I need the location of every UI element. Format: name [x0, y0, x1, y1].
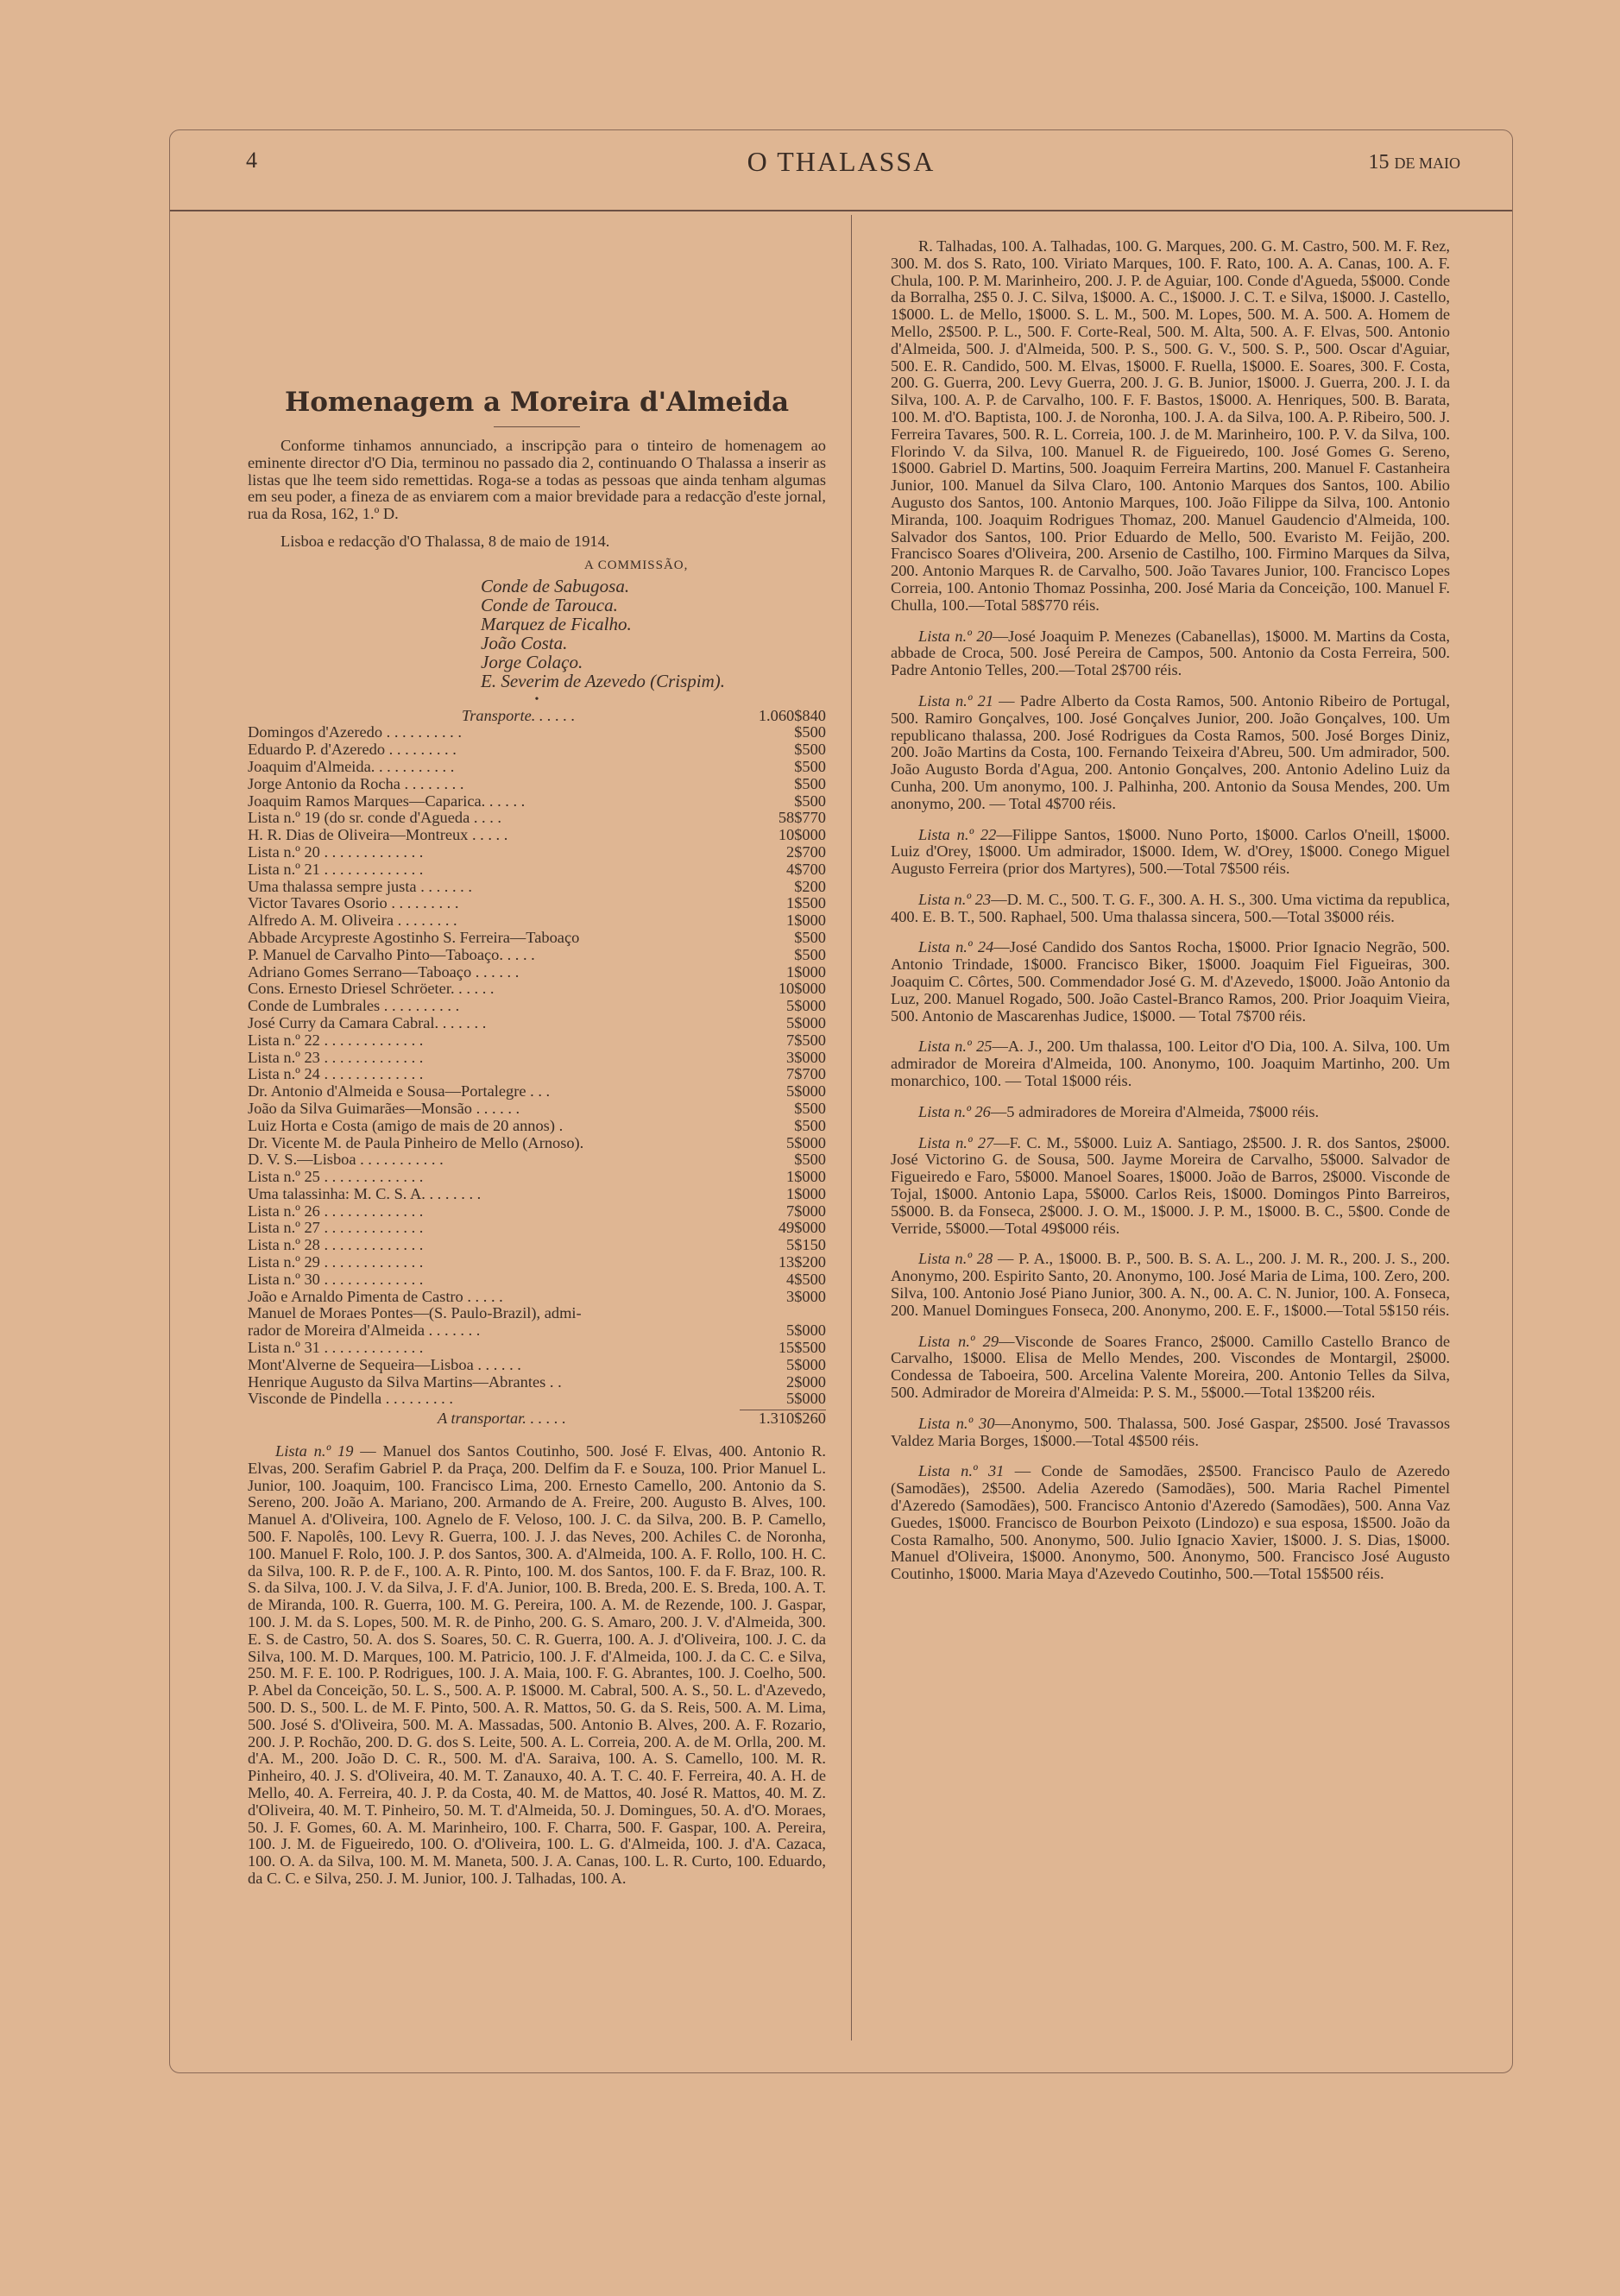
subscription-list [891, 628, 1450, 679]
contribution-ledger [248, 708, 826, 1409]
commission-member: Marquez de Ficalho. [481, 613, 632, 634]
ledger-entry-name: rador de Moreira d'Almeida . . . . . . . [248, 1322, 481, 1340]
ledger-entry-amount: 1$000 [786, 911, 826, 930]
ledger-entry-amount: $500 [794, 774, 826, 792]
ledger-row [248, 1135, 826, 1152]
ledger-entry-name: Mont'Alverne de Sequeira—Lisboa . . . . . . [248, 1356, 521, 1373]
ledger-entry-name: Uma talassinha: M. C. S. A. . . . . . . . [248, 1185, 482, 1202]
ledger-row [248, 1357, 826, 1374]
commission-heading: A COMMISSÃO, [584, 558, 689, 572]
ledger-entry-name: Lista n.º 20 . . . . . . . . . . . . . [248, 843, 424, 861]
ledger-entry-amount: 3$000 [786, 1048, 826, 1066]
commission-member: Jorge Colaço. [481, 651, 583, 672]
ledger-row [248, 998, 826, 1015]
ledger-entry-amount: 7$500 [786, 1031, 826, 1049]
ledger-entry-name: Dr. Antonio d'Almeida e Sousa—Portalegre . . . [248, 1083, 551, 1101]
newspaper-title: O THALASSA [747, 146, 936, 177]
ledger-row [248, 1237, 826, 1254]
ledger-entry-amount: $500 [794, 945, 826, 963]
ledger-entry-amount: 15$500 [778, 1339, 826, 1357]
commission-list [481, 577, 826, 691]
ledger-entry-name: Luiz Horta e Costa (amigo de mais de 20 annos) . [248, 1117, 564, 1134]
ledger-row [248, 759, 826, 776]
title-rule [494, 426, 580, 427]
ledger-row [248, 1271, 826, 1289]
ledger-row [248, 1015, 826, 1032]
subscription-list [891, 939, 1450, 1025]
ledger-entry-name: Eduardo P. d'Azeredo . . . . . . . . . [248, 741, 457, 759]
ledger-entry-name: João da Silva Guimarães—Monsão . . . . . . [248, 1100, 520, 1117]
ledger-entry-amount: 10$000 [778, 980, 826, 998]
ledger-row [248, 793, 826, 811]
subscription-list [891, 238, 1450, 615]
ledger-entry-name: Visconde de Pindella . . . . . . . . . [248, 1391, 453, 1408]
ledger-entry-amount: 3$000 [786, 1287, 826, 1305]
right-column [891, 238, 1450, 1597]
ledger-entry-amount: 2$000 [786, 1372, 826, 1391]
ledger-entry-name: Lista n.º 29 . . . . . . . . . . . . . [248, 1254, 424, 1271]
ledger-row [248, 1220, 826, 1237]
ledger-transport-row [248, 708, 826, 725]
ledger-entry-amount: 1$000 [786, 1168, 826, 1186]
ledger-entry-name: Lista n.º 24 . . . . . . . . . . . . . [248, 1066, 424, 1083]
list-contributors: — Conde de Samodães, 2$500. Francisco Paulo de Azeredo (Samodães), 2$500. Adelia Azeredo (Samodães), 500. Maria Rachel Pimentel d'Azeredo (Samodães), 500. Francisco Antonio d'Azeredo (Samodães), 500. Anna Vaz Guedes, 1$000. Francisco de Bourbon Peixoto (Lindozo) e sua esposa, 1$500. João da Costa Ramalho, 500. Anonymo, 500. Julio Ignacio Xavier, 1$000. J. S. Dias, 1$000. Manuel d'Oliveira, 1$000. Anonymo, 500. Anonymo, 500. Francisco José Augusto Coutinho, 1$000. Maria Maya d'Azevedo Coutinho, 500.—Total 15$500 réis. [891, 1462, 1450, 1583]
ledger-row [248, 810, 826, 827]
ledger-entry-amount: $500 [794, 1099, 826, 1117]
ledger-entry-name: Joaquim d'Almeida. . . . . . . . . . . [248, 758, 455, 775]
ledger-row [248, 912, 826, 930]
ledger-entry-amount: 5$000 [786, 1355, 826, 1373]
list-label: Lista n.º 20 [918, 627, 993, 645]
column-divider [851, 215, 852, 2041]
ledger-entry-name: Joaquim Ramos Marques—Caparica. . . . . . [248, 792, 526, 810]
subscription-list [891, 1135, 1450, 1238]
ledger-entry-amount: $500 [794, 723, 826, 741]
ledger-entry-amount: $500 [794, 792, 826, 810]
ledger-row [248, 1083, 826, 1101]
ledger-entry-name: D. V. S.—Lisboa . . . . . . . . . . . [248, 1151, 444, 1169]
list-contributors: R. Talhadas, 100. A. Talhadas, 100. G. Marques, 200. G. M. Castro, 500. M. F. Rez, 300. M. dos S. Rato, 100. Viriato Marques, 100. F. Rato, 100. A. A. Canas, 100. A. F. Chula, 100. P. M. Marinheiro, 200. J. P. de Aguiar, 100. Conde d'Agueda, 5$000. Conde da Borralha, 2$5 0. J. C. Silva, 1$000. A. C., 1$000. J. C. T. e Silva, 1$000. J. Castello, 1$000. L. de Mello, 1$000. S. L. M., 500. M. Lopes, 500. M. A. 500. A. Homem de Mello, 2$500. P. L., 500. F. Corte-Real, 500. M. Alta, 500. A. F. Elvas, 500. Antonio d'Almeida, 500. J. d'Almeida, 500. P. S., 500. G. V., 500. S. P., 500. Oscar d'Aguiar, 500. E. R. Candido, 500. M. Elvas, 1$000. F. Ruella, 1$000. E. Soares, 300. F. Costa, 200. G. Guerra, 200. Levy Guerra, 200. J. G. B. Junior, 1$000. J. Guerra, 200. J. I. da Silva, 100. A. P. de Carvalho, 100. F. F. Bastos, 1$000. A. Henriques, 500. B. Barata, 100. M. d'O. Baptista, 100. J. de Noronha, 100. J. A. da Silva, 100. A. P. Ribeiro, 500. J. Ferreira Tavares, 500. R. L. Correia, 100. J. de M. Marinheiro, 100. P. V. da Silva, 100. Florindo V. da Silva, 100. Manuel R. de Figueiredo, 100. José Gomes G. Sereno, 1$000. Gabriel D. Martins, 500. Joaquim Ferreira Martins, 200. Manuel F. Castanheira Junior, 100. Manuel da Silva Claro, 100. Antonio Marques dos Santos, 100. Abilio Augusto dos Santos, 100. Antonio Marques, 100. João Filippe da Silva, 100. Antonio Miranda, 100. Joaquim Rodrigues Thomaz, 200. Manuel Gaudencio d'Almeida, 100. Salvador dos Santos, 100. Prior Eduardo de Mello, 500. Evaristo M. Feijão, 200. Francisco Soares d'Oliveira, 200. Arsenio de Castilho, 100. Firmino Marques da Silva, 200. Antonio Marques R. de Carvalho, 500. João Tavares Junior, 100. Francisco Lopes Correia, 100. Antonio Thomaz Possinha, 200. José Maria da Conceição, 100. Manuel F. Chulla, 100.—Total 58$770 réis. [891, 237, 1450, 614]
ledger-row [248, 827, 826, 844]
ledger-entry-amount [740, 1305, 826, 1322]
ledger-row [248, 1374, 826, 1391]
ledger-entry-name: Lista n.º 28 . . . . . . . . . . . . . [248, 1237, 424, 1254]
ledger-entry-amount: 5$000 [786, 1013, 826, 1031]
list-label: Lista n.º 24 [918, 938, 994, 956]
ledger-carry-row [248, 1410, 826, 1428]
ledger-entry-amount: 58$770 [778, 809, 826, 827]
ledger-row [248, 741, 826, 759]
ledger-entry-name: Manuel de Moraes Pontes—(S. Paulo-Brazil), admi- [248, 1305, 582, 1322]
ledger-row [248, 1305, 826, 1322]
commission-block [248, 558, 826, 706]
transport-value: 1.060$840 [758, 706, 826, 724]
ledger-entry-name: Uma thalassa sempre justa . . . . . . . [248, 878, 472, 895]
ledger-entry-amount: $500 [794, 757, 826, 775]
commission-member: Conde de Sabugosa. [481, 575, 630, 596]
ledger-row [248, 1169, 826, 1186]
ledger-entry-name: Jorge Antonio da Rocha . . . . . . . . [248, 775, 464, 792]
ledger-entry-name: Lista n.º 26 . . . . . . . . . . . . . [248, 1202, 424, 1220]
ledger-total [248, 1410, 826, 1428]
ledger-row [248, 964, 826, 981]
ledger-row [248, 1289, 826, 1306]
issue-date [1369, 151, 1461, 174]
ledger-row [248, 1050, 826, 1067]
ledger-row [248, 844, 826, 861]
list-contributors: —5 admiradores de Moreira d'Almeida, 7$000 réis. [990, 1102, 1320, 1120]
ledger-row [248, 1101, 826, 1118]
ledger-entry-name: Abbade Arcypreste Agostinho S. Ferreira—Taboaço [248, 929, 580, 946]
ledger-entry-name: Henrique Augusto da Silva Martins—Abrantes . . [248, 1373, 562, 1391]
list-label: Lista n.º 31 [918, 1462, 1005, 1480]
ledger-row [248, 895, 826, 912]
list-label: Lista n.º 27 [918, 1133, 994, 1151]
subscription-list [891, 892, 1450, 926]
transport-label: Transporte. . . . . . [462, 707, 576, 724]
ledger-row [248, 724, 826, 741]
ledger-entry-amount: 5$000 [786, 1082, 826, 1101]
ledger-entry-name: Lista n.º 23 . . . . . . . . . . . . . [248, 1049, 424, 1066]
ledger-entry-amount: 5$000 [786, 1133, 826, 1151]
subscription-list [891, 693, 1450, 813]
article-dateline: Lisboa e redacção d'O Thalassa, 8 de maio de 1914. [281, 532, 610, 550]
ledger-entry-amount: $200 [794, 877, 826, 895]
article-title: Homenagem a Moreira d'Almeida [284, 387, 790, 418]
ledger-entry-amount: 7$700 [786, 1065, 826, 1083]
ledger-entry-amount: 4$700 [786, 860, 826, 878]
left-column [248, 238, 826, 1902]
carry-value: 1.310$260 [740, 1410, 826, 1428]
ledger-entry-name: Cons. Ernesto Driesel Schröeter. . . . . . [248, 981, 495, 998]
list-contributors: — Manuel dos Santos Coutinho, 500. José F. Elvas, 400. Antonio R. Elvas, 200. Serafim Gabriel P. da Praça, 200. Delfim da F. e Souza, 100. Prior Manuel L. Junior, 100. Joaquim, 100. Francisco Lima, 200. Ernesto Camello, 200. Antonio da S. Sereno, 200. João A. Mariano, 200. Armando de A. Freire, 200. Augusto B. Alves, 100. Manuel A. d'Oliveira, 100. Agnelo de F. Veloso, 100. J. C. da Silva, 200. B. P. Camello, 500. F. Napolês, 100. Levy R. Guerra, 100. J. J. das Neves, 200. Achiles C. de Noronha, 100. Manuel F. Rolo, 100. J. P. dos Santos, 300. A. d'Almeida, 100. A. F. Rollo, 100. H. C. da Silva, 100. R. P. de F., 100. A. R. Pinto, 100. M. dos Santos, 100. F. da F. Braz, 100. R. S. da Silva, 100. J. V. da Silva, J. F. d'A. Junior, 100. B. Breda, 200. E. S. Breda, 100. A. T. de Miranda, 100. R. Guerra, 100. M. G. Pereira, 100. A. M. de Rezende, 100. J. Gaspar, 100. J. M. da S. Lopes, 500. M. R. de Pinho, 200. G. S. Amaro, 200. J. V. d'Almeida, 300. E. S. de Castro, 50. A. dos S. Soares, 50. C. R. Guerra, 100. A. J. d'Oliveira, 100. J. C. da Silva, 100. M. D. Marques, 100. M. Patricio, 100. J. F. d'Almeida, 100. J. da C. C. e Silva, 250. M. F. E. 100. P. Rodrigues, 100. J. A. Maia, 100. F. G. Abrantes, 100. J. Coelho, 500. P. Abel da Conceição, 50. L. S., 500. A. P. 1$000. M. Cabral, 500. A. S., 50. L. d'Azevedo, 500. D. S., 500. L. de M. F. Pinto, 500. A. R. Mattos, 50. G. da S. Reis, 500. A. M. Lima, 500. José S. d'Oliveira, 500. M. A. Massadas, 500. Antonio B. Alves, 200. A. F. Rozario, 200. J. P. Rochão, 200. D. G. dos S. Leite, 500. A. L. Correia, 200. A. de M. Orlla, 200. M. d'A. M., 200. João D. C. R., 500. M. d'A. Saraiva, 100. A. S. Camello, 100. M. R. Pinheiro, 40. J. S. d'Oliveira, 40. M. T. Zanauxo, 40. A. T. C. 40. F. Ferreira, 40. A. H. de Mello, 40. A. Ferreira, 40. J. P. da Costa, 40. M. de Mattos, 40. José R. Mattos, 40. M. Z. d'Oliveira, 40. M. T. Pinheiro, 50. M. T. d'Almeida, 50. J. Domingues, 50. A. d'O. Moraes, 50. J. F. Gomes, 60. A. M. Marinheiro, 100. F. Charra, 500. F. Gaspar, 100. A. Pereira, 100. J. M. de Figueiredo, 100. O. d'Oliveira, 100. L. G. d'Almeida, 100. J. d'A. Cazaca, 100. O. A. da Silva, 100. M. M. Maneta, 500. J. A. Canas, 100. L. R. Curto, 100. Eduardo, da C. C. e Silva, 250. J. M. Junior, 100. J. Talhadas, 100. A. [248, 1442, 826, 1887]
ledger-row [248, 1391, 826, 1408]
ledger-entry-amount: 1$000 [786, 1184, 826, 1202]
ledger-row [248, 879, 826, 896]
subscription-list [891, 1416, 1450, 1450]
ledger-entry-amount: $500 [794, 928, 826, 946]
carry-label: A transportar. . . . . . [438, 1410, 566, 1427]
ledger-entry-name: Lista n.º 21 . . . . . . . . . . . . . [248, 861, 424, 878]
list-label: Lista n.º 22 [918, 825, 997, 843]
commission-member: Conde de Tarouca. [481, 594, 618, 615]
ledger-row [248, 1066, 826, 1083]
ledger-entry-amount: 5$000 [786, 1390, 826, 1408]
ledger-entry-name: Dr. Vicente M. de Paula Pinheiro de Mello (Arnoso). [248, 1134, 584, 1151]
ledger-entry-name: Victor Tavares Osorio . . . . . . . . . [248, 895, 459, 912]
ledger-entry-name: Alfredo A. M. Oliveira . . . . . . . . [248, 912, 457, 930]
ledger-row [248, 1322, 826, 1340]
article-intro: Conforme tinhamos annunciado, a inscripção para o tinteiro de homenagem ao eminente director d'O Dia, terminou no passado dia 2, continuando O Thalassa a inserir as listas que lhe teem sido remettidas. Roga-se a todas as pessoas que ainda tenham algumas em seu poder, a fineza de as enviarem com a maior brevidade para a redacção d'este jornal, rua da Rosa, 162, 1.º D. [248, 437, 826, 523]
list-label: Lista n.º 19 [275, 1442, 354, 1460]
ledger-entry-amount: 1$000 [786, 962, 826, 981]
ledger-entry-name: H. R. Dias de Oliveira—Montreux . . . . . [248, 827, 508, 844]
ledger-row [248, 1340, 826, 1357]
list-label: Lista n.º 25 [918, 1038, 993, 1056]
ledger-row [248, 981, 826, 998]
ledger-entry-amount: $500 [794, 741, 826, 759]
ledger-row [248, 776, 826, 793]
list-contributors: —D. M. C., 500. T. G. F., 300. A. H. S., 300. Uma victima da republica, 400. E. B. T., 500. Raphael, 500. Uma thalassa sincera, 500.—Total 3$000 réis. [891, 890, 1450, 925]
list-contributors: —A. J., 200. Um thalassa, 100. Leitor d'O Dia, 100. A. Silva, 100. Um admirador de Moreira d'Almeida, 100. Anonymo, 100. Joaquim Martinho, 200. Um monarchico, 100. — Total 1$000 réis. [891, 1038, 1450, 1090]
ledger-entry-name: Conde de Lumbrales . . . . . . . . . . [248, 998, 460, 1015]
ledger-entry-name: Lista n.º 30 . . . . . . . . . . . . . [248, 1271, 424, 1288]
right-lists [891, 238, 1450, 1583]
subscription-list [891, 1038, 1450, 1089]
subscription-list [891, 1104, 1450, 1121]
ledger-entry-amount: 5$000 [786, 997, 826, 1015]
ledger-entry-name: Domingos d'Azeredo . . . . . . . . . . [248, 724, 462, 741]
subscription-list [891, 1334, 1450, 1402]
ledger-row [248, 1186, 826, 1203]
ledger-entry-name: P. Manuel de Carvalho Pinto—Taboaço. . . . . [248, 946, 535, 963]
subscription-list [891, 1251, 1450, 1319]
ledger-entry-amount: 7$000 [786, 1202, 826, 1220]
list-contributors: —José Joaquim P. Menezes (Cabanellas), 1$000. M. Martins da Costa, abbade de Croca, 500. José Pereira de Campos, 500. Antonio da Costa Ferreira, 500. Padre Antonio Telles, 200.—Total 2$700 réis. [891, 627, 1450, 679]
ledger-entry-amount: 10$000 [778, 826, 826, 844]
ledger-entry-amount: 13$200 [778, 1253, 826, 1271]
list-contributors: —Filippe Santos, 1$000. Nuno Porto, 1$000. Carlos O'neill, 1$000. Luiz d'Orey, 1$000. Um admirador, 1$000. Idem, W. d'Orey, 1$000. Conego Miguel Augusto Ferreira (prior dos Martyres), 500.—Total 7$500 réis. [891, 825, 1450, 878]
list-contributors: —José Candido dos Santos Rocha, 1$000. Prior Ignacio Negrão, 500. Antonio Trindade, 1$000. Francisco Biker, 1$000. Joaquim Fiel Figueiras, 300. Joaquim C. Côrtes, 500. Commendador José G. M. d'Azevedo, 1$000. João Antonio da Luz, 200. Manuel Rogado, 500. João Castel-Branco Ramos, 200. Prior Joaquim Vieira, 500. Antonio de Mascarenhas Judice, 1$000. — Total 7$700 réis. [891, 938, 1450, 1025]
newspaper-page [169, 129, 1513, 2073]
list-label: Lista n.º 23 [918, 890, 992, 908]
page-number: 4 [246, 148, 257, 173]
list-label: Lista n.º 29 [918, 1332, 999, 1350]
ledger-row [248, 930, 826, 947]
list-label: Lista n.º 26 [918, 1102, 991, 1120]
list-label: Lista n.º 21 [918, 691, 994, 710]
issue-date-day: 15 [1368, 151, 1390, 173]
ledger-entry-name: Lista n.º 22 . . . . . . . . . . . . . [248, 1031, 424, 1049]
ledger-entry-name: Lista n.º 27 . . . . . . . . . . . . . [248, 1220, 424, 1237]
masthead [170, 130, 1512, 211]
ledger-entry-name: Adriano Gomes Serrano—Taboaço . . . . . . [248, 963, 520, 981]
ledger-entry-name: João e Arnaldo Pimenta de Castro . . . . . [248, 1288, 503, 1305]
subscription-list [891, 827, 1450, 878]
separator-mark: • [534, 692, 539, 706]
ledger-row [248, 861, 826, 879]
ledger-entry-amount: 5$150 [786, 1236, 826, 1254]
ledger-entry-amount: 4$500 [786, 1270, 826, 1288]
list-label: Lista n.º 30 [918, 1414, 995, 1432]
ledger-row [248, 1151, 826, 1169]
ledger-row [248, 1203, 826, 1221]
ledger-entry-amount: 2$700 [786, 842, 826, 861]
left-lists [248, 1443, 826, 1888]
ledger-entry-name: José Curry da Camara Cabral. . . . . . . [248, 1014, 487, 1031]
commission-member: E. Severim de Azevedo (Crispim). [481, 670, 726, 691]
list-label: Lista n.º 28 [918, 1250, 993, 1268]
ledger-row [248, 947, 826, 964]
list-contributors: — P. A., 1$000. B. P., 500. B. S. A. L., 200. J. M. R., 200. J. S., 200. Anonymo, 200. Espirito Santo, 20. Anonymo, 100. José Maria de Lima, 100. Zero, 200. Silva, 100. Antonio José Piano Junior, 300. A. N., 00. A. C. N. Junior, 100. A. Fonseca, 200. Manuel Domingues Fonseca, 200. Anonymo, 200. E. F., 1$000.—Total 5$150 réis. [891, 1250, 1450, 1319]
ledger-entry-amount: $500 [794, 1116, 826, 1134]
ledger-entry-name: Lista n.º 31 . . . . . . . . . . . . . [248, 1340, 424, 1357]
ledger-row [248, 1032, 826, 1050]
list-contributors: — Padre Alberto da Costa Ramos, 500. Antonio Ribeiro de Portugal, 500. Ramiro Gonçalves, 100. José Gonçalves Junior, 200. João Gonçalves, 100. Um republicano thalassa, 200. José Rodrigues da Costa Ramos, 500. José Borges Diniz, 200. João Martins da Costa, 100. Fernando Teixeira d'Abreu, 500. Um admirador, 500. João Augusto Borda d'Agua, 200. Antonio Gonçalves, 200. Antonio Adelino Luiz da Cunha, 200. Um anonymo, 100. J. Palhinha, 200. Antonio da Sousa Mendes, 200. Um anonymo, 200. — Total 4$700 réis. [891, 691, 1450, 812]
subscription-list [248, 1443, 826, 1888]
commission-member: João Costa. [481, 632, 568, 653]
subscription-list [891, 1463, 1450, 1583]
ledger-entry-amount: 1$500 [786, 894, 826, 912]
ledger-row [248, 1118, 826, 1135]
ledger-entry-amount: 49$000 [778, 1219, 826, 1237]
list-contributors: —F. C. M., 5$000. Luiz A. Santiago, 2$500. J. R. dos Santos, 2$000. José Victorino G. de Sousa, 500. Jayme Moreira de Carvalho, 5$000. Salvador de Figueiredo e Faro, 5$000. Manoel Soares, 1$000. João de Barros, 2$000. Visconde de Tojal, 1$000. Antonio Lapa, 5$000. Carlos Reis, 1$000. Domingos Pinto Barreiros, 5$000. B. da Fonseca, 2$000. J. O. M., 1$000. J. P. M., 1$000. B. C., 5$00. Conde de Verride, 5$000.—Total 49$000 réis. [891, 1133, 1450, 1237]
ledger-entry-amount: $500 [794, 1151, 826, 1169]
list-contributors: —Anonymo, 500. Thalassa, 500. José Gaspar, 2$500. José Travassos Valdez Maria Borges, 1$000.—Total 4$500 réis. [891, 1414, 1450, 1449]
ledger-entry-amount: 5$000 [786, 1321, 826, 1340]
list-contributors: —Visconde de Soares Franco, 2$000. Camillo Castello Branco de Carvalho, 1$000. Elisa de Mello Mendes, 200. Viscondes de Montargil, 2$000. Condessa de Taboeira, 500. Arcelina Valente Moreira, 200. Antonio Telles da Silva, 500. Admirador de Moreira d'Almeida: P. S. M., 5$000.—Total 13$200 réis. [891, 1332, 1450, 1402]
ledger-entry-name: Lista n.º 25 . . . . . . . . . . . . . [248, 1169, 424, 1186]
ledger-entry-name: Lista n.º 19 (do sr. conde d'Agueda . . . . [248, 810, 502, 827]
issue-date-month: DE MAIO [1394, 155, 1460, 172]
ledger-row [248, 1254, 826, 1271]
